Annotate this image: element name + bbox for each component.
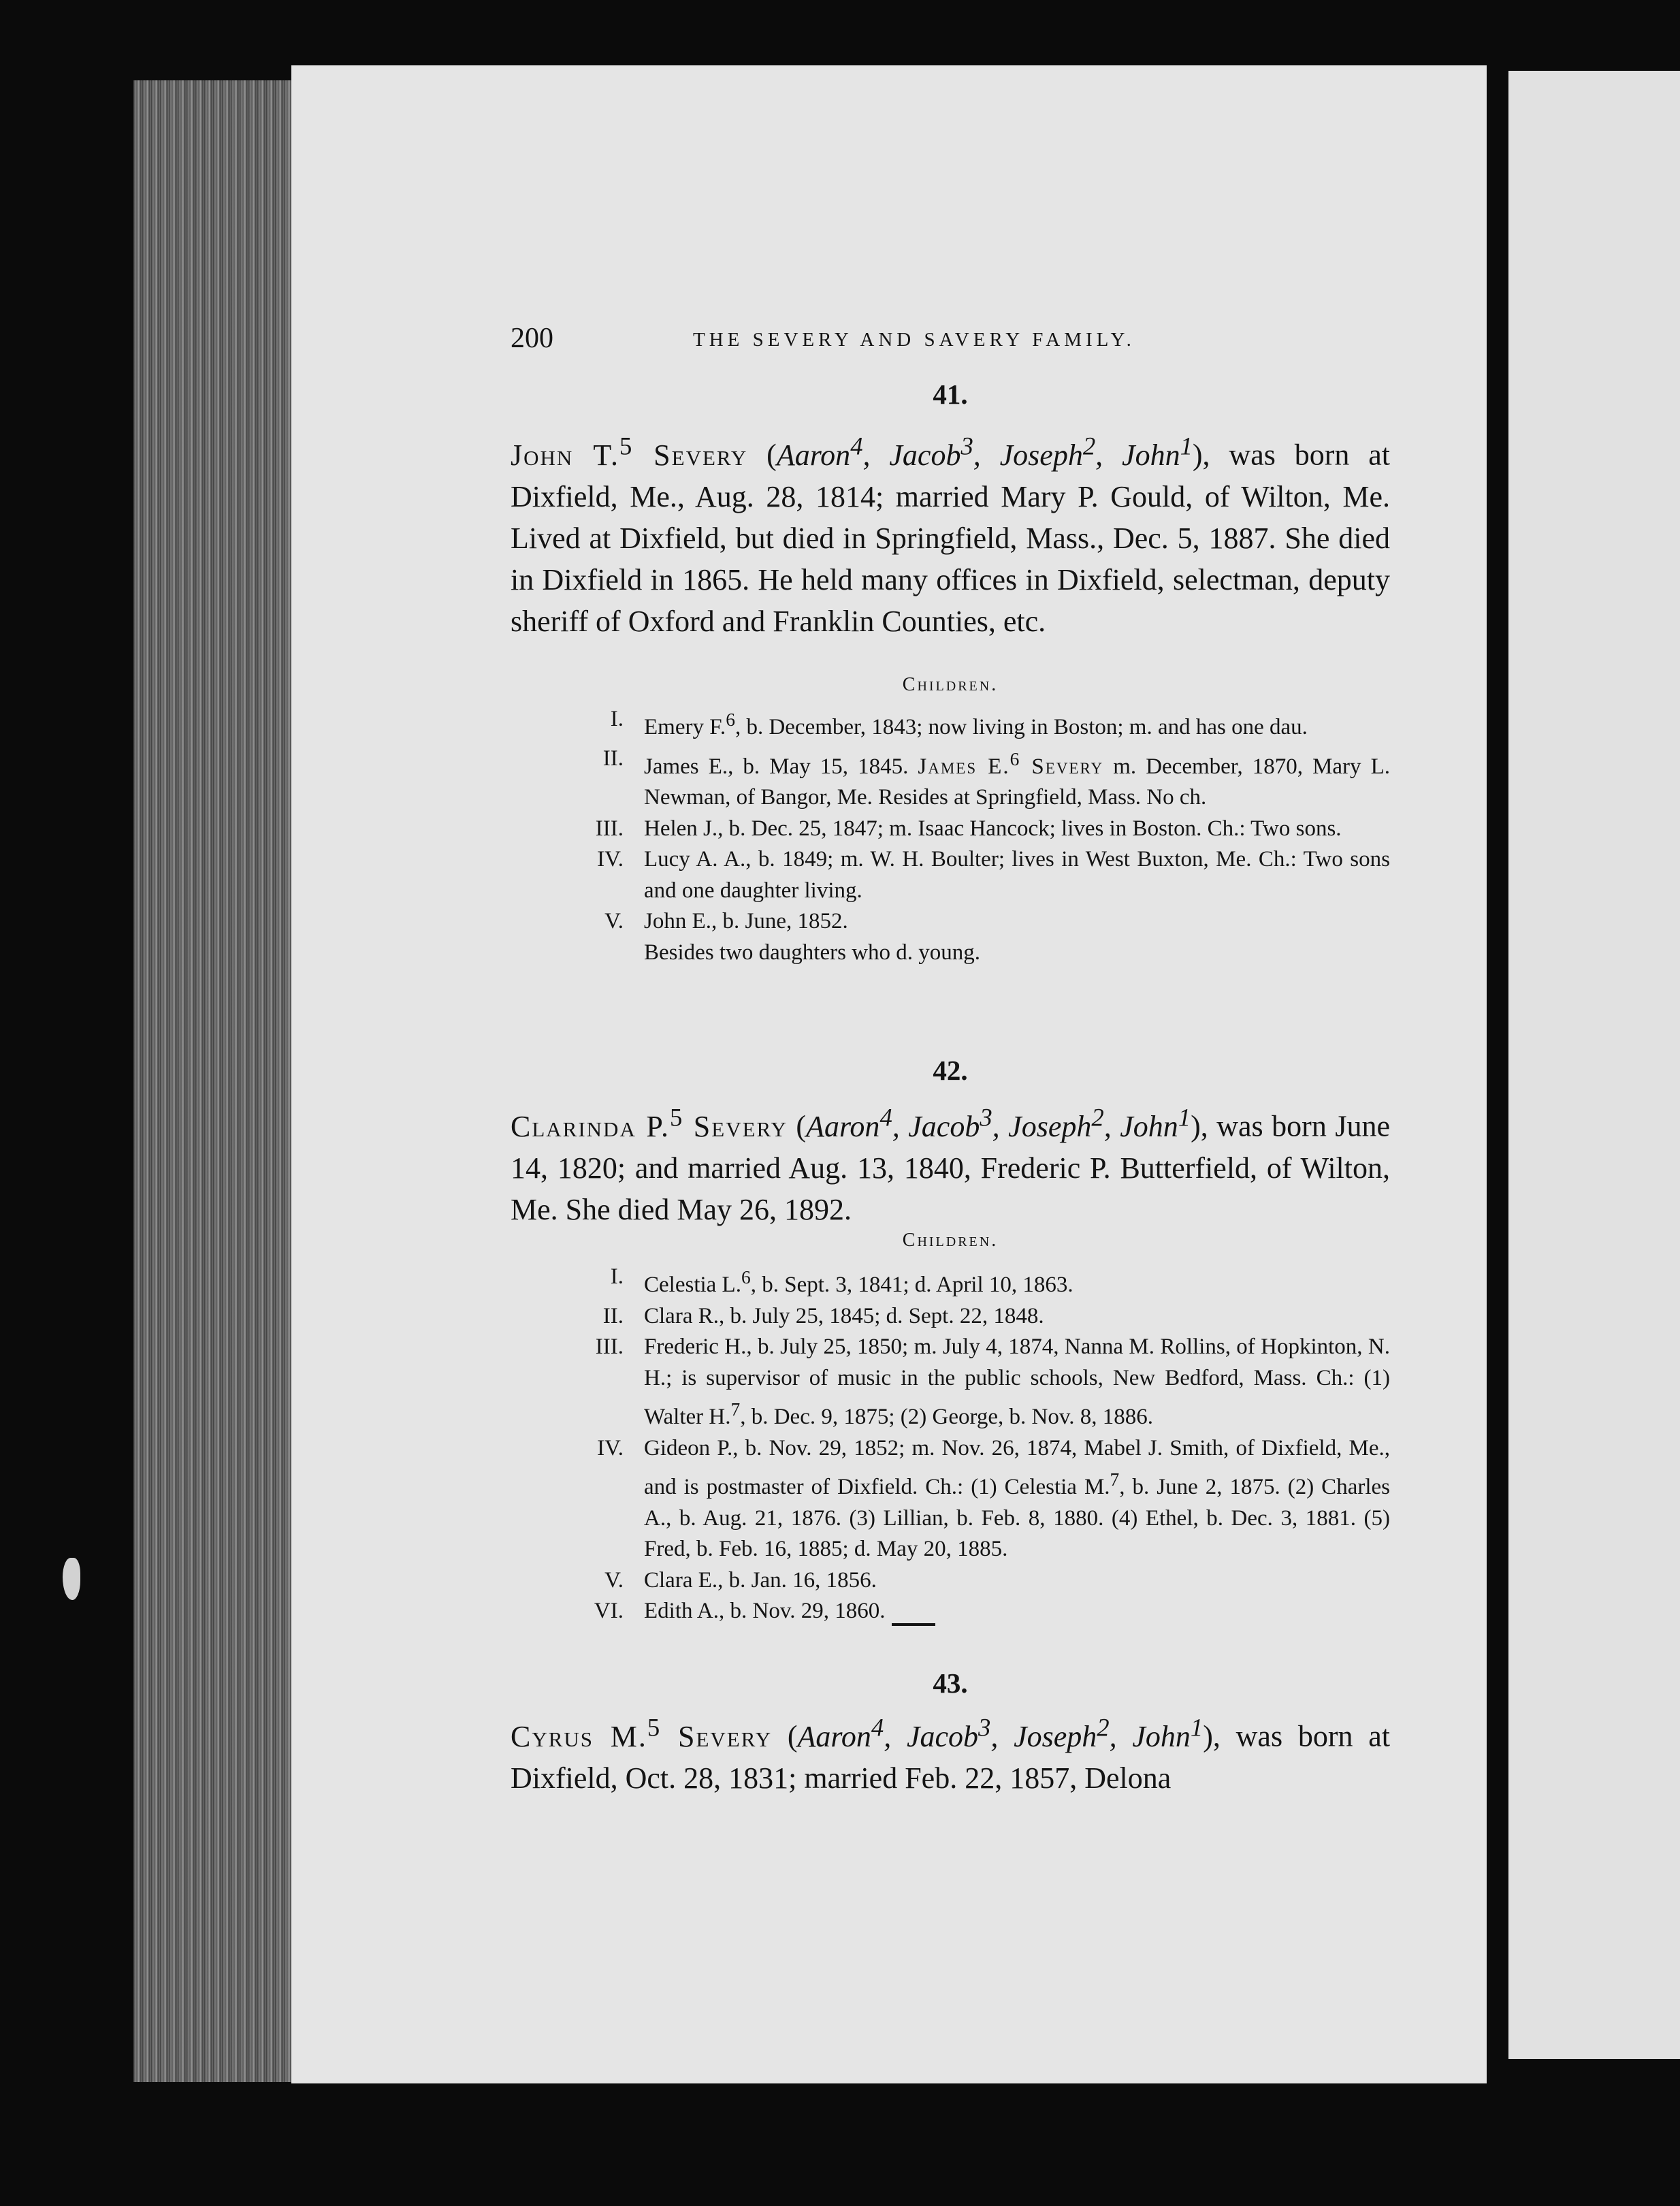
child-text: Gideon P., b. Nov. 29, 1852; m. Nov. 26, 1874, Mabel J. Smith, of Dixfield, Me., and is postmaster of Dixfield. Ch.: (1) Celestia M.$^7$, b. June 2, 1875. (2) Charles A., b. Aug. 21, 1876. (3) Lillian, b. Feb. 8, 1880. (4) Ethel, b. Dec. 3, 1881. (5) Fred, b. Feb. 16, 1885; d. May 20, 1885. — [644, 1435, 1390, 1561]
child-numeral: IV. — [597, 1435, 624, 1460]
entry-number: 42. — [933, 1055, 968, 1086]
child-text: Lucy A. A., b. 1849; m. W. H. Boulter; lives in West Buxton, Me. Ch.: Two sons and one daughter living. — [644, 847, 1390, 903]
child-entry — [558, 1332, 1390, 1433]
children-heading: Children. — [902, 674, 999, 695]
child-entry — [558, 1262, 1390, 1301]
child-text: Edith A., b. Nov. 29, 1860. — [644, 1599, 886, 1623]
child-numeral: V. — [604, 909, 624, 933]
child-text: Celestia L.$^6$, b. Sept. 3, 1841; d. April 10, 1863. — [644, 1266, 1073, 1297]
child-numeral: V. — [604, 1567, 624, 1593]
child-text: John E., b. June, 1852. — [644, 909, 848, 933]
child-numeral: III. — [595, 1334, 624, 1359]
child-numeral: IV. — [597, 847, 624, 872]
children-heading: Children. — [902, 1230, 999, 1251]
child-entry — [558, 704, 1390, 744]
child-numeral: III. — [595, 816, 624, 841]
running-title: THE SEVERY AND SAVERY FAMILY. — [693, 329, 1135, 351]
child-numeral: II. — [602, 1303, 624, 1328]
child-numeral: I. — [610, 1264, 624, 1289]
child-numeral: I. — [610, 707, 624, 731]
child-numeral: II. — [602, 746, 624, 771]
entry-biography: Clarinda P.$^5$ Severy (Aaron$^4$, Jacob$^3$, Joseph$^2$, John$^1$), was born June 14, 1820; and married Aug. 13, 1840, Frederic P. Butterfield, of Wilton, Me. She died May 26, 1892. — [511, 1103, 1391, 1226]
child-text: Emery F.$^6$, b. December, 1843; now living in Boston; m. and has one dau. — [644, 709, 1308, 739]
children-list — [558, 1262, 1390, 1627]
child-entry — [558, 1565, 1390, 1597]
end-rule — [892, 1623, 935, 1626]
child-text: James E., b. May 15, 1845. James E.$^6$ Severy m. December, 1870, Mary L. Newman, of Bangor, Me. Resides at Springfield, Mass. No ch. — [644, 748, 1391, 810]
book-page-edges — [133, 80, 291, 2082]
child-text: Clara E., b. Jan. 16, 1856. — [644, 1567, 877, 1593]
page-number: 200 — [511, 323, 553, 354]
child-entry — [558, 744, 1390, 814]
page-clip-mark — [63, 1558, 80, 1600]
entry-biography: Cyrus M.$^5$ Severy (Aaron$^4$, Jacob$^3$, Joseph$^2$, John$^1$), was born at Dixfield, Oct. 28, 1831; married Feb. 22, 1857, Delona — [511, 1713, 1390, 1795]
entry-number: 43. — [933, 1667, 968, 1699]
children-list — [558, 704, 1390, 968]
child-entry — [558, 844, 1390, 906]
child-entry — [558, 1596, 1390, 1627]
child-entry — [558, 814, 1390, 845]
running-header — [511, 322, 1218, 363]
child-entry — [558, 906, 1390, 938]
child-entry — [558, 1433, 1390, 1565]
child-text: Frederic H., b. July 25, 1850; m. July 4, 1874, Nanna M. Rollins, of Hopkinton, N. H.; is supervisor of music in the public schools, New Bedford, Mass. Ch.: (1) Walter H.$^7$, b. Dec. 9, 1875; (2) George, b. Nov. 8, 1886. — [644, 1334, 1390, 1429]
entry-number: 41. — [933, 379, 968, 410]
child-numeral: VI. — [594, 1599, 624, 1623]
child-text: Helen J., b. Dec. 25, 1847; m. Isaac Hancock; lives in Boston. Ch.: Two sons. — [644, 816, 1342, 841]
entry-note: Besides two daughters who d. young. — [644, 940, 981, 965]
child-text: Clara R., b. July 25, 1845; d. Sept. 22, 1848. — [644, 1303, 1044, 1328]
facing-page-edge — [1508, 71, 1680, 2059]
child-entry — [558, 1301, 1390, 1332]
entry-biography: John T.$^5$ Severy (Aaron$^4$, Jacob$^3$, Joseph$^2$, John$^1$), was born at Dixfield, Me., Aug. 28, 1814; married Mary P. Gould, of Wilton, Me. Lived at Dixfield, but died in Springfield, Mass., Dec. 5, 1887. She died in Dixfield in 1865. He held many offices in Dixfield, selectman, deputy sheriff of Oxford and Franklin Counties, etc. — [511, 432, 1391, 638]
